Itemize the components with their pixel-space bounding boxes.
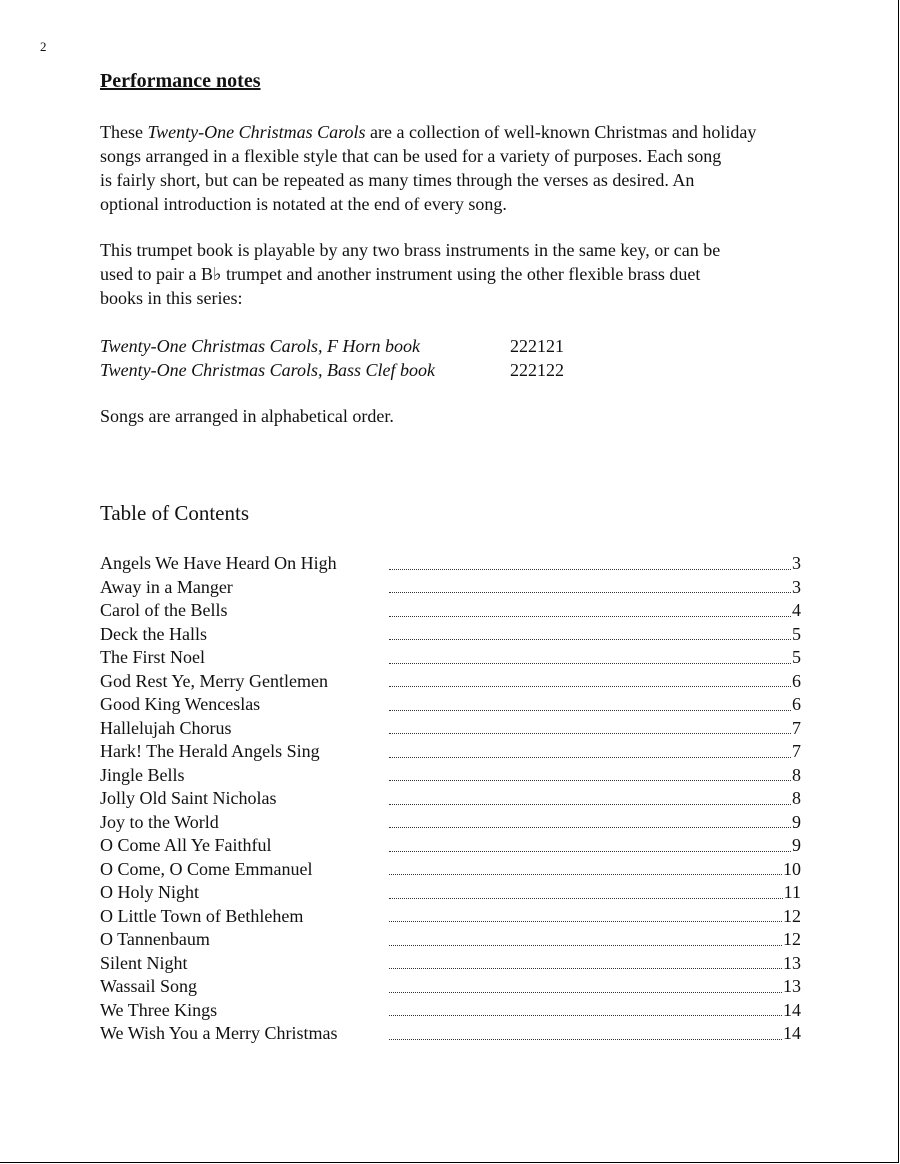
toc-dot-leader [389,921,782,922]
toc-entry-title: Hallelujah Chorus [100,717,232,738]
toc-entry-page: 13 [783,976,801,996]
toc-entry-title: Joy to the World [100,811,219,832]
toc-entry [100,693,801,717]
series-paragraph [100,238,860,310]
toc-entry [100,928,801,952]
toc-dot-leader [389,757,791,758]
toc-dot-leader [389,592,791,593]
toc-entry [100,999,801,1023]
toc-entry-title: Silent Night [100,952,188,973]
toc-dot-leader [389,1039,782,1040]
toc-entry-page: 7 [792,741,801,761]
toc-entry-page: 9 [792,835,801,855]
toc-entry [100,881,801,905]
toc-entry-page: 14 [783,999,801,1020]
toc-entry-title: Wassail Song [100,976,198,996]
toc-entry-title: O Little Town of Bethlehem [100,905,304,926]
toc-entry-title: Deck the Halls [100,623,207,644]
toc-entry-title: We Three Kings [100,999,218,1020]
toc-entry-title: Away in a Manger [100,576,233,597]
toc-entry-page: 8 [792,764,801,785]
toc-entry [100,646,801,670]
toc-entry-page: 6 [792,670,801,691]
toc-entry-page: 14 [783,1023,801,1043]
toc-dot-leader [389,851,791,852]
toc-entry-page: 9 [792,811,801,832]
book-number: 222122 [510,360,564,380]
toc-entry [100,717,801,741]
book-title: Twenty-One Christmas Carols, Bass Clef book [100,360,436,380]
toc-dot-leader [389,686,791,687]
series-line-2: used to pair a B♭ trumpet and another instrument using the other flexible brass duet [100,264,701,284]
toc-entry-page: 7 [792,717,801,738]
series-line-1: This trumpet book is playable by any two brass instruments in the same key, or can be [100,240,721,260]
toc-entry [100,858,801,882]
toc-dot-leader [389,1015,782,1016]
series-line-3: books in this series: [100,288,243,308]
toc-entry-title: We Wish You a Merry Christmas [100,1023,338,1043]
collection-title: Twenty-One Christmas Carols [147,122,366,142]
toc-entry [100,623,801,647]
order-note: Songs are arranged in alphabetical order. [100,406,394,426]
toc-dot-leader [389,710,791,711]
toc-entry [100,1022,801,1046]
toc-dot-leader [389,898,783,899]
performance-notes-heading: Performance notes [100,70,261,92]
intro-line-1: These Twenty-One Christmas Carols are a collection of well-known Christmas and holiday [100,122,757,142]
intro-paragraph [100,120,860,216]
toc-entry [100,952,801,976]
toc-dot-leader [389,733,791,734]
toc-entry-title: O Come, O Come Emmanuel [100,858,313,879]
toc-entry-title: O Holy Night [100,882,199,902]
toc-dot-leader [389,945,782,946]
toc-dot-leader [389,992,782,993]
toc-entry [100,670,801,694]
toc-entry-title: Jingle Bells [100,764,185,785]
related-books-list [100,334,860,382]
intro-line-4: optional introduction is notated at the end of every song. [100,194,507,214]
book-number: 222121 [510,336,564,356]
toc-entry-title: The First Noel [100,647,205,667]
toc-dot-leader [389,616,791,617]
toc-dot-leader [389,569,791,570]
toc-dot-leader [389,874,782,875]
toc-entry-page: 11 [783,882,801,902]
toc-entry-page: 10 [783,858,801,879]
book-row [100,358,860,382]
toc-entry [100,975,801,999]
toc-entry [100,787,801,811]
toc-entry [100,811,801,835]
page-number: 2 [40,39,47,54]
toc-entry [100,576,801,600]
toc-dot-leader [389,827,791,828]
toc-dot-leader [389,639,791,640]
toc-entry-title: God Rest Ye, Merry Gentlemen [100,670,328,691]
toc-entry-title: O Come All Ye Faithful [100,835,272,855]
toc-entry [100,740,801,764]
toc-dot-leader [389,663,791,664]
toc-entry-page: 8 [792,788,801,808]
toc-entry [100,599,801,623]
toc-entry-page: 6 [792,694,801,714]
toc-entry-page: 12 [783,905,801,926]
page-content [100,68,860,1046]
toc-entry-page: 3 [792,553,801,573]
intro-line-2: songs arranged in a flexible style that can be used for a variety of purposes. Each song [100,146,722,166]
toc-entry-title: Carol of the Bells [100,600,228,620]
toc-entry-page: 3 [792,576,801,597]
toc-entry [100,834,801,858]
toc-entry-page: 5 [792,647,801,667]
toc-entry [100,552,801,576]
toc-entry-title: Good King Wenceslas [100,694,261,714]
toc-entry-page: 12 [783,929,801,949]
toc-entry-title: Jolly Old Saint Nicholas [100,788,277,808]
toc-entry-page: 4 [792,600,801,620]
book-row [100,334,860,358]
intro-line-3: is fairly short, but can be repeated as many times through the verses as desired. An [100,170,695,190]
toc-entry-title: Hark! The Herald Angels Sing [100,741,320,761]
book-title: Twenty-One Christmas Carols, F Horn book [100,336,421,356]
toc-entry [100,905,801,929]
toc-entry-page: 5 [792,623,801,644]
toc-dot-leader [389,804,791,805]
toc-dot-leader [389,780,791,781]
toc-title: Table of Contents [100,501,249,525]
toc-dot-leader [389,968,782,969]
toc-entry-title: O Tannenbaum [100,929,210,949]
toc-entry [100,764,801,788]
toc-entry-page: 13 [783,952,801,973]
table-of-contents [100,552,801,1046]
toc-entry-title: Angels We Have Heard On High [100,553,337,573]
